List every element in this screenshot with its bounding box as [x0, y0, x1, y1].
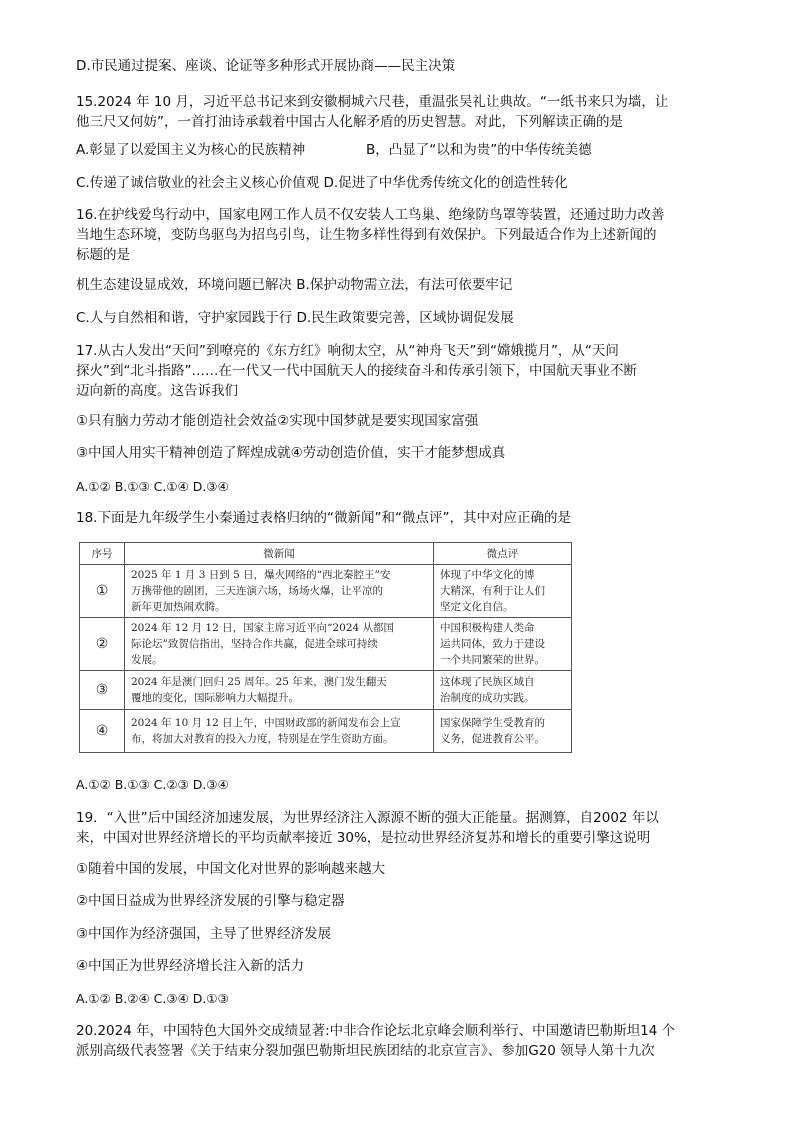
table-row: [80, 565, 572, 618]
stem-line: 19．“入世”后中国经济加速发展，为世界经济注入源源不断的强大正能量。据测算，自2002 年以: [76, 810, 659, 826]
table-row: [80, 618, 572, 671]
question-16-options-cd: C.人与自然相和谐，守护家园践于行 D.民生政策要完善，区域协调促发展: [76, 310, 514, 326]
comment-line: 中国积极构建人类命: [440, 622, 535, 634]
comment-line: 这体现了民族区域自: [440, 676, 535, 688]
question-17-stem: [76, 341, 716, 401]
table-row: [80, 710, 572, 753]
stem-line: 20.2024 年，中国特色大国外交成绩显著:中非合作论坛北京峰会顺利举行、中国邀请巴勒斯坦14 个: [76, 1023, 676, 1039]
news-comment-table: [79, 542, 572, 753]
stem-line: 探火”到“北斗指路”……在一代又一代中国航天人的接续奋斗和传承引领下，中国航天事业不断: [76, 363, 637, 379]
question-16-options-ab: 机生态建设显成效，环境问题已解决 B.保护动物需立法，有法可依要牢记: [76, 277, 513, 293]
question-16-stem: [76, 205, 716, 265]
comment-line: 体现了中华文化的博: [440, 569, 535, 581]
question-19-item-2: ②中国日益成为世界经济发展的引擎与稳定器: [76, 893, 345, 909]
stem-line: 迈向新的高度。这告诉我们: [76, 383, 238, 399]
news-line: 2025 年 1 月 3 日到 5 日，爆火网络的“西北秦腔王”安: [131, 569, 391, 581]
news-line: 万携带他的剧团，三天连演六场，场场火爆，让平凉的: [131, 585, 383, 597]
stem-line: 来，中国对世界经济增长的平均贡献率接近 30%，是拉动世界经济复苏和增长的重要引擎这说明: [76, 830, 651, 846]
row-number: ③: [80, 671, 125, 710]
header-number: 序号: [80, 543, 125, 565]
question-15-stem: [76, 92, 716, 132]
stem-line: 当地生态环境，变防鸟驱鸟为招鸟引鸟，让生物多样性得到有效保护。下列最适合作为上述新闻的: [76, 227, 657, 243]
question-15-option-a: A.彰显了以爱国主义为核心的民族精神: [76, 142, 306, 158]
table-header-row: [80, 543, 572, 565]
comment-cell: [434, 565, 572, 618]
question-18-answer-options: A.①② B.①③ C.②③ D.③④: [76, 777, 229, 792]
row-number: ①: [80, 565, 125, 618]
stem-line: 17.从古人发出“天问”到嘹亮的《东方红》响彻太空，从“神舟飞天”到“嫦娥揽月”，从“天问: [76, 343, 619, 359]
news-line: 新年更加热闹欢腾。: [131, 601, 226, 613]
comment-line: 运共同体，致力于建设: [440, 638, 545, 650]
question-15-option-b: B，凸显了“以和为贵”的中华传统美德: [366, 142, 592, 158]
news-line: 2024 年是澳门回归 25 周年。25 年来，澳门发生翻天: [131, 676, 387, 688]
question-19-answer-options: A.①② B.②④ C.③④ D.①③: [76, 991, 229, 1006]
news-cell: [125, 618, 434, 671]
news-line: 2024 年 10 月 12 日上午，中国财政部的新闻发布会上宣: [131, 717, 401, 729]
comment-cell: [434, 618, 572, 671]
question-15-options-cd: C.传递了诚信敬业的社会主义核心价值观 D.促进了中华优秀传统文化的创造性转化: [76, 175, 568, 191]
comment-cell: [434, 710, 572, 753]
question-17-items-34: ③中国人用实干精神创造了辉煌成就④劳动创造价值，实干才能梦想成真: [76, 445, 506, 461]
question-17-items-12: ①只有脑力劳动才能创造社会效益②实现中国梦就是要实现国家富强: [76, 413, 479, 429]
comment-line: 治制度的成功实践。: [440, 692, 535, 704]
question-20-stem: [76, 1021, 716, 1061]
question-19-item-3: ③中国作为经济强国，主导了世界经济发展: [76, 926, 332, 942]
row-number: ②: [80, 618, 125, 671]
news-line: 布，将加大对教育的投入力度，特别是在学生资助方面。: [131, 733, 394, 745]
comment-line: 义务，促进教育公平。: [440, 733, 545, 745]
question-19-item-4: ④中国正为世界经济增长注入新的活力: [76, 958, 305, 974]
header-comment: 微点评: [434, 543, 572, 565]
stem-line: 他三尺又何妨”，一首打油诗承载着中国古人化解矛盾的历史智慧。对此，下列解读正确的是: [76, 114, 623, 130]
question-19-item-1: ①随着中国的发展，中国文化对世界的影响越来越大: [76, 861, 386, 877]
stem-line: 15.2024 年 10 月，习近平总书记来到安徽桐城六尺巷，重温张吴礼让典故。“一纸书来只为墙，让: [76, 94, 669, 110]
comment-line: 大精深，有利于让人们: [440, 585, 545, 597]
comment-line: 坚定文化自信。: [440, 601, 514, 613]
news-line: 际论坛”致贺信指出，坚持合作共赢，促进全球可持续: [131, 638, 378, 650]
comment-line: 一个共同繁荣的世界。: [440, 654, 545, 666]
news-cell: [125, 671, 434, 710]
option-d-line: D.市民通过提案、座谈、论证等多种形式开展协商——民主决策: [76, 58, 456, 74]
news-line: 覆地的变化，国际影响力大幅提升。: [131, 692, 299, 704]
news-cell: [125, 710, 434, 753]
stem-line: 派别高级代表签署《关于结束分裂加强巴勒斯坦民族团结的北京宣言》、参加G20 领导人第十九次: [76, 1043, 655, 1059]
table-row: [80, 671, 572, 710]
question-18-stem: 18.下面是九年级学生小秦通过表格归纳的“微新闻”和“微点评”，其中对应正确的是: [76, 510, 571, 526]
row-number: ④: [80, 710, 125, 753]
question-19-stem: [76, 808, 716, 848]
comment-line: 国家保障学生受教育的: [440, 717, 545, 729]
news-cell: [125, 565, 434, 618]
news-line: 2024 年 12 月 12 日，国家主席习近平向“2024 从都国: [131, 622, 395, 634]
header-news: 微新闻: [125, 543, 434, 565]
news-line: 发展。: [131, 654, 163, 666]
question-17-answer-options: A.①② B.①③ C.①④ D.③④: [76, 479, 229, 494]
stem-line: 16.在护线爱鸟行动中，国家电网工作人员不仅安装人工鸟巢、绝缘防鸟罩等装置，还通过助力改善: [76, 207, 665, 223]
stem-line: 标题的是: [76, 247, 130, 263]
comment-cell: [434, 671, 572, 710]
